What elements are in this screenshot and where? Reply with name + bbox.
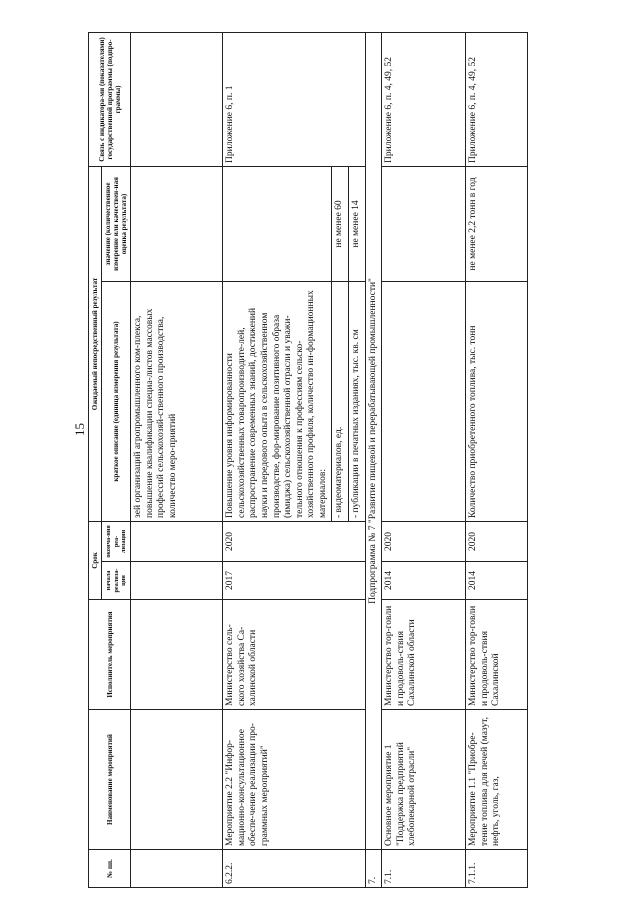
cell-desc bbox=[382, 281, 466, 521]
cell-num bbox=[131, 850, 223, 888]
cell-link: Приложение 6, п. 1 bbox=[223, 32, 365, 166]
cell-value: не менее 2,2 тонн в год bbox=[466, 166, 528, 281]
cell-sub-value: не менее 14 bbox=[348, 166, 365, 281]
cell-executor: Министерство сель-ского хозяйства Са-халинской области bbox=[223, 600, 365, 710]
cell-name: Мероприятие 2.2 "Инфор-мационно-консультационное обеспе-чение реализации про-граммных мероприятий" bbox=[223, 710, 365, 850]
header-result-value: значение (количественное измерение или качествен-ная оценка результата) bbox=[102, 166, 131, 281]
cell-link: Приложение 6, п. 4, 49, 52 bbox=[382, 32, 466, 166]
cell-value bbox=[382, 166, 466, 281]
cell-end: 2020 bbox=[466, 521, 528, 561]
cell-start: 2014 bbox=[382, 562, 466, 600]
cell-value bbox=[131, 166, 223, 281]
cell-name: Мероприятие 1.1 "Приобре-тение топлива для печей (мазут, нефть, уголь, газ, bbox=[466, 710, 528, 850]
cell-desc: зей организаций агропромышленного ком-плекса, повышение квалификации специа-листов массовых профессий сельскохозяй-ственного производства, количество меро-приятий bbox=[131, 281, 223, 521]
header-result: Ожидаемый непосредственный результат bbox=[89, 166, 102, 521]
cell-start: 2017 bbox=[223, 562, 365, 600]
cell-start: 2014 bbox=[466, 562, 528, 600]
cell-num: 7. bbox=[365, 850, 382, 888]
cell-executor: Министерство тор-говли и продоволь-ствия Сахалинской области bbox=[382, 600, 466, 710]
cell-executor bbox=[131, 600, 223, 710]
cell-num: 7.1.1. bbox=[466, 850, 528, 888]
events-table bbox=[88, 32, 528, 888]
cell-sub-desc: - видеоматериалов, ед. bbox=[332, 281, 349, 521]
header-num: № пп. bbox=[89, 850, 131, 888]
header-executor: Исполнитель мероприятия bbox=[89, 600, 131, 710]
header-result-desc: краткое описание (единица измерения результата) bbox=[102, 281, 131, 521]
cell-sub-value: не менее 60 bbox=[332, 166, 349, 281]
table-row bbox=[382, 32, 466, 887]
header-name: Наименование мероприятий bbox=[89, 710, 131, 850]
cell-link: Приложение 6, п. 4, 49, 52 bbox=[466, 32, 528, 166]
rotated-table-container bbox=[88, 33, 570, 888]
header-term-start: начала реализа-ции bbox=[102, 562, 131, 600]
header-row-1 bbox=[89, 32, 102, 887]
table-row bbox=[131, 32, 223, 887]
cell-link bbox=[131, 32, 223, 166]
cell-end bbox=[131, 521, 223, 561]
cell-start bbox=[131, 562, 223, 600]
cell-end: 2020 bbox=[223, 521, 365, 561]
cell-executor: Министерство тор-говли и продоволь-ствия Сахалинской bbox=[466, 600, 528, 710]
cell-name bbox=[131, 710, 223, 850]
cell-num: 6.2.2. bbox=[223, 850, 365, 888]
cell-end: 2020 bbox=[382, 521, 466, 561]
table-row bbox=[466, 32, 528, 887]
header-term: Срок bbox=[89, 521, 102, 599]
cell-value bbox=[223, 166, 332, 281]
cell-sub-desc: - публикации в печатных изданиях, тыс. кв. см bbox=[348, 281, 365, 521]
table-row bbox=[223, 32, 332, 887]
section-title: Подпрограмма № 7 "Развитие пищевой и перерабатывающей промышленности" bbox=[365, 32, 382, 849]
cell-desc: Количество приобретенного топлива, тыс. тонн bbox=[466, 281, 528, 521]
header-term-end: оконча-ния реа-лизации bbox=[102, 521, 131, 561]
cell-desc: Повышение уровня информированности сельскохозяйственных товаропроизводите-лей, распространение современных знаний, достижений науки и передового опыта в сельскохозяйственном производстве, фор-мирование позитивного образа (имиджа) сельскохозяйственной отрасли и уважи-тельного отношения к профессиям сельско-хозяйственного профиля, количество ин-формационных материалов: bbox=[223, 281, 332, 521]
cell-name: Основное мероприятие 1 "Поддержка предприятий хлебопекарной отрасли" bbox=[382, 710, 466, 850]
section-row bbox=[365, 32, 382, 887]
cell-num: 7.1. bbox=[382, 850, 466, 888]
page-number: 15 bbox=[72, 423, 87, 436]
header-link: Связь с индикатора-ми (показателями) государственной программы (подпро-граммы) bbox=[89, 32, 131, 166]
